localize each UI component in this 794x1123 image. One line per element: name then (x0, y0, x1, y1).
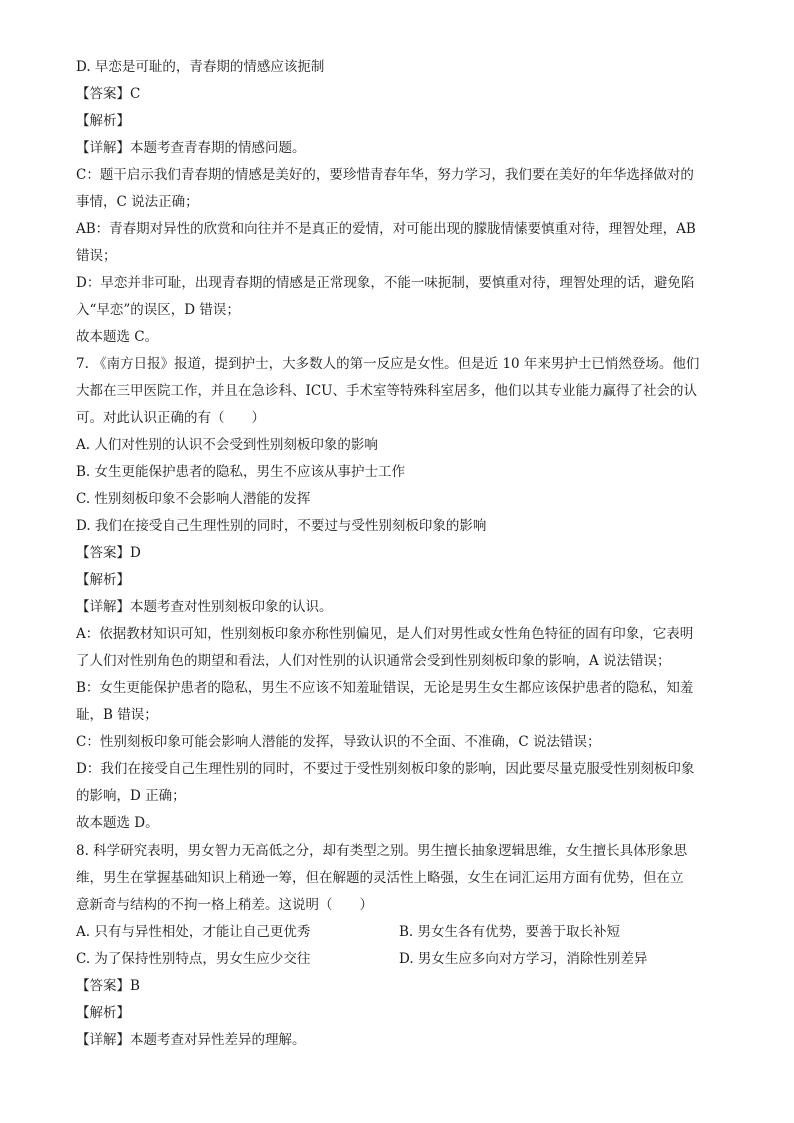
explanation-line: 了人们对性别角色的期望和看法，人们对性别的认识通常会受到性别刻板印象的影响，A 说法错误； (76, 653, 671, 669)
question-7-option-c: C. 性别刻板印象不会影响人潜能的发挥 (76, 491, 311, 507)
answer-label: 【答案】D (76, 545, 141, 561)
option-line: D. 早恋是可耻的，青春期的情感应该扼制 (76, 59, 325, 75)
question-8-stem: 8. 科学研究表明，男女智力无高低之分，却有类型之别。男生擅长抽象逻辑思维，女生擅长具体形象思 (76, 843, 688, 859)
answer-label: 【答案】B (76, 978, 140, 994)
explanation-line: AB：青春期对异性的欣赏和向往并不是真正的爱情，对可能出现的朦胧情愫要慎重对待，理智处理，AB (76, 221, 696, 237)
analysis-label: 【解析】 (76, 572, 130, 588)
question-8-options-row (76, 923, 726, 941)
question-7-stem: 可。对此认识正确的有（ ） (76, 410, 265, 426)
detail-line: 【详解】本题考查对性别刻板印象的认识。 (76, 599, 333, 615)
explanation-line: D：早恋并非可耻，出现青春期的情感是正常现象，不能一味扼制，要慎重对待，理智处理的话，避免陷 (76, 275, 695, 291)
detail-line: 【详解】本题考查对异性差异的理解。 (76, 1032, 306, 1048)
explanation-line: 事情，C 说法正确； (76, 194, 199, 210)
answer-label: 【答案】C (76, 86, 141, 102)
question-8-stem: 意新奇与结构的不拘一格上稍差。这说明（ ） (76, 897, 373, 913)
explanation-line: A：依据教材知识可知，性别刻板印象亦称性别偏见，是人们对男性或女性角色特征的固有印象，它表明 (76, 626, 694, 642)
conclusion-line: 故本题选 C。 (76, 329, 159, 345)
question-8-option-d: D. 男女生应多向对方学习，消除性别差异 (399, 951, 648, 967)
explanation-line: 的影响，D 正确； (76, 788, 186, 804)
explanation-line: 错误； (76, 248, 117, 264)
conclusion-line: 故本题选 D。 (76, 815, 159, 831)
question-7-option-a: A. 人们对性别的认识不会受到性别刻板印象的影响 (76, 437, 378, 453)
explanation-line: 耻，B 错误； (76, 707, 158, 723)
question-8-stem: 维，男生在掌握基础知识上稍逊一筹，但在解题的灵活性上略强，女生在词汇运用方面有优势，但在立 (76, 870, 684, 886)
question-7-option-b: B. 女生更能保护患者的隐私，男生不应该从事护士工作 (76, 464, 406, 480)
question-8-option-c: C. 为了保持性别特点，男女生应少交往 (76, 951, 311, 967)
detail-line: 【详解】本题考查青春期的情感问题。 (76, 140, 306, 156)
explanation-line: C：性别刻板印象可能会影响人潜能的发挥，导致认识的不全面、不准确，C 说法错误； (76, 734, 601, 750)
analysis-label: 【解析】 (76, 113, 130, 129)
question-8-options-row (76, 950, 726, 968)
explanation-line: 入“早恋”的误区，D 错误； (76, 302, 240, 318)
explanation-line: B：女生更能保护患者的隐私，男生不应该不知羞耻错误，无论是男生女生都应该保护患者的隐私，知羞 (76, 680, 694, 696)
explanation-line: D：我们在接受自己生理性别的同时，不要过于受性别刻板印象的影响，因此要尽量克服受性别刻板印象 (76, 761, 695, 777)
question-8-option-a: A. 只有与异性相处，才能让自己更优秀 (76, 924, 311, 940)
analysis-label: 【解析】 (76, 1005, 130, 1021)
question-7-option-d: D. 我们在接受自己生理性别的同时，不要过与受性别刻板印象的影响 (76, 518, 487, 534)
question-8-option-b: B. 男女生各有优势，要善于取长补短 (399, 924, 621, 940)
question-7-stem: 大都在三甲医院工作，并且在急诊科、ICU、手术室等特殊科室居多，他们以其专业能力赢得了社会的认 (76, 383, 698, 399)
question-7-stem: 7. 《南方日报》报道，提到护士，大多数人的第一反应是女性。但是近 10 年来男护士已悄然登场。他们 (76, 356, 700, 372)
explanation-line: C：题干启示我们青春期的情感是美好的，要珍惜青春年华，努力学习，我们要在美好的年华选择做对的 (76, 167, 694, 183)
